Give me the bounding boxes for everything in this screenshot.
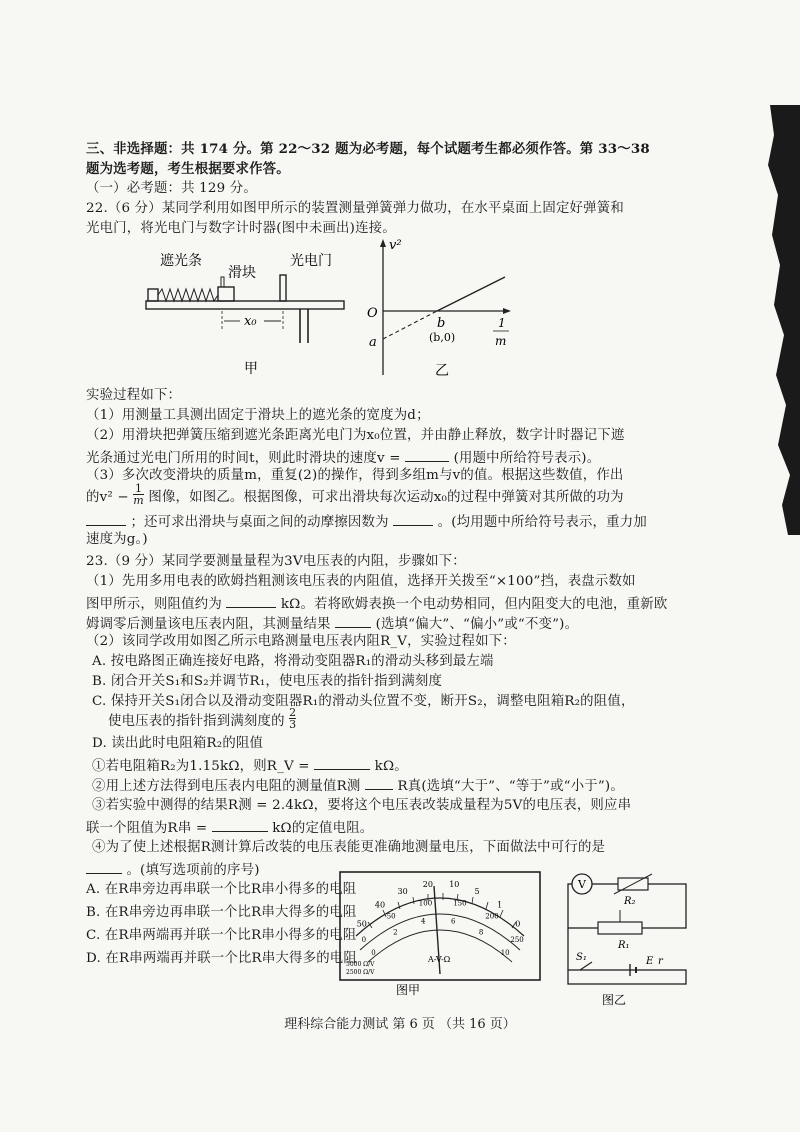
figure-yi-graph [345, 235, 525, 380]
meter-ac-tick-label: 10 [500, 949, 510, 957]
circuit-r: r [658, 956, 663, 967]
meter-spec-1: 5000 Ω/V [346, 961, 375, 968]
q22-step1: （1）用测量工具测出固定于滑块上的遮光条的宽度为d； [86, 408, 430, 423]
q23-c2-post: R真(选填“大于”、“等于”或“小于”)。 [397, 779, 624, 794]
q22-step3c [86, 511, 647, 532]
label-zheguang: 遮光条 [160, 253, 202, 269]
caption-meter: 图甲 [396, 983, 421, 996]
q23-s1c [86, 613, 578, 634]
meter-ohm-tick-label: 0 [515, 919, 521, 929]
caption-yi: 乙 [435, 363, 449, 379]
q23-step-B: B. 闭合开关S₁和S₂并调节R₁，使电压表的指针指到满刻度 [92, 674, 443, 689]
q22-step3c-mid: ；还可求出滑块与桌面之间的动摩擦因数为 [130, 515, 389, 530]
q23-step-C1: C. 保持开关S₁闭合以及滑动变阻器R₁的滑动头位置不变，断开S₂，调整电阻箱R₂的阻值， [92, 694, 635, 709]
answer-blank-velocity[interactable] [405, 447, 449, 462]
fraction-2-over-3 [289, 707, 296, 730]
circuit-R1: R₁ [618, 940, 630, 951]
axis-label-num: 1 [498, 316, 506, 330]
process-intro: 实验过程如下： [86, 388, 182, 403]
q23-s1c-pre: 姆调零后测量该电压表内阻，其测量结果 [86, 617, 331, 632]
q23-step-D: D. 读出此时电阻箱R₂的阻值 [92, 736, 264, 751]
q22-step3d: 速度为g。) [86, 532, 148, 547]
meter-dc-tick-label: 250 [510, 935, 524, 944]
circuit-R2: R₂ [624, 896, 636, 907]
label-b: b [437, 316, 446, 331]
q23-c4b [86, 859, 260, 880]
label-huakuai: 滑块 [228, 265, 256, 281]
q23-c2 [92, 775, 624, 796]
meter-ohm-tick-label: 10 [449, 879, 460, 889]
page-footer: 理科综合能力测试 第 6 页 （共 16 页） [284, 1017, 516, 1032]
circuit-V: V [578, 878, 586, 891]
q23-c1-pre: ①若电阻箱R₂为1.15kΩ，则R_V = [92, 759, 310, 774]
q23-c3b-pre: 联一个阻值为R串 = [86, 821, 208, 836]
option-A: A. 在R串旁边再串联一个比R串小得多的电阻 [86, 882, 357, 897]
answer-blank-friction[interactable] [393, 511, 433, 526]
q23-c1-post: kΩ。 [374, 759, 408, 774]
q22-step3b-pre: 的v² − [86, 490, 134, 505]
option-C: C. 在R串两端再并联一个比R串小得多的电阻 [86, 928, 357, 943]
meter-dc-tick-label: 50 [386, 912, 396, 921]
frac-den: m [133, 494, 144, 507]
q23-c4b-text: 。(填写选项前的序号) [126, 863, 260, 878]
label-v2: v² [389, 238, 402, 253]
fraction-1-over-m [133, 483, 144, 506]
meter-ohm-tick-label: 5 [474, 886, 480, 896]
q22-step3a: （3）多次改变滑块的质量m，重复(2)的操作，得到多组m与v的值。根据这些数值，作出 [86, 468, 624, 483]
q22-line1: 22.（6 分）某同学利用如图甲所示的装置测量弹簧弹力做功，在水平桌面上固定好弹簧和 [86, 201, 624, 216]
figure-jia-apparatus [140, 245, 350, 375]
torn-page-edge [730, 105, 800, 535]
frac-den-3: 3 [289, 718, 297, 731]
label-b0: (b,0) [429, 331, 456, 344]
required-subheading: （一）必考题：共 129 分。 [86, 181, 257, 196]
section-heading-cont: 题为选考题，考生根据要求作答。 [86, 161, 290, 177]
meter-center-label: A-V-Ω [428, 955, 451, 964]
q23-step-A: A. 按电路图正确连接好电路，将滑动变阻器R₁的滑动头移到最左端 [92, 654, 494, 669]
meter-ac-tick-label: 2 [393, 928, 398, 937]
q23-c3b-post: kΩ的定值电阻。 [272, 821, 374, 836]
q23-c3b [86, 817, 373, 838]
q23-s1c-post: (选填“偏大”、“偏小”或“不变”)。 [375, 617, 579, 632]
meter-dc-tick-label: 200 [485, 912, 499, 921]
q23-line1: 23.（9 分）某同学要测量量程为3V电压表的内阻，步骤如下： [86, 554, 466, 569]
answer-blank-work[interactable] [86, 511, 126, 526]
q23-step-C2 [108, 706, 297, 731]
q22-step2b-pre: 光条通过光电门所用的时间t，则此时滑块的速度v = [86, 451, 401, 466]
option-D: D. 在R串两端再并联一个比R串大得多的电阻 [86, 951, 357, 966]
q23-s1b-pre: 图甲所示，则阻值约为 [86, 597, 222, 612]
answer-blank-bias[interactable] [335, 613, 371, 628]
label-x0: x₀ [244, 314, 257, 329]
circuit-E: E [646, 956, 654, 967]
meter-ohm-tick-label: 40 [374, 900, 386, 910]
meter-dc-tick-label: 150 [453, 899, 467, 908]
meter-ohm-tick-label: 20 [422, 879, 433, 889]
answer-blank-rseries[interactable] [212, 817, 268, 832]
q23-c2-pre: ②用上述方法得到电压表内电阻的测量值R测 [92, 779, 361, 794]
label-guangdianmen: 光电门 [290, 253, 332, 269]
frac-num-2: 2 [289, 706, 297, 719]
frac-num: 1 [134, 482, 143, 495]
meter-dc-tick-label: 0 [361, 935, 367, 944]
axis-label-den: m [495, 334, 507, 348]
q22-step3b-post: 图像，如图乙。根据图像，可求出滑块每次运动x₀的过程中弹簧对其所做的功为 [148, 490, 624, 505]
q22-step2b-post: (用题中所给符号表示)。 [453, 451, 601, 466]
q23-s1b [86, 593, 667, 614]
meter-ac-tick-label: 0 [371, 949, 376, 957]
q23-s2: （2）该同学改用如图乙所示电路测量电压表内阻R_V，实验过程如下： [86, 634, 516, 649]
q23-c1 [92, 755, 408, 776]
circuit-S1: S₁ [576, 952, 587, 963]
answer-blank-compare[interactable] [365, 775, 393, 790]
figure-circuit [558, 870, 698, 1010]
label-origin: O [367, 306, 378, 321]
q23-c3a: ③若实验中测得的结果R测 = 2.4kΩ，要将这个电压表改装成量程为5V的电压表，则应串 [92, 798, 632, 813]
q22-line2: 光电门，将光电门与数字计时器(图中未画出)连接。 [86, 221, 396, 236]
figure-multimeter [338, 866, 543, 996]
section-heading: 三、非选择题：共 174 分。第 22～32 题为必考题，每个试题考生都必须作答。第 33～38 [86, 141, 650, 157]
option-B: B. 在R串旁边再串联一个比R串大得多的电阻 [86, 905, 357, 920]
meter-spec-2: 2500 Ω/V [346, 969, 375, 976]
q22-step2b [86, 447, 600, 468]
q22-step3c-post: 。(均用题中所给符号表示，重力加 [437, 515, 647, 530]
answer-blank-option[interactable] [86, 859, 122, 874]
meter-ac-tick-label: 8 [478, 928, 484, 937]
answer-blank-resistance[interactable] [226, 593, 276, 608]
q23-s1b-post: kΩ。若将欧姆表换一个电动势相同，但内阻变大的电池，重新欧 [280, 597, 668, 612]
q22-step2a: （2）用滑块把弹簧压缩到遮光条距离光电门为x₀位置，并由静止释放，数字计时器记下遮 [86, 428, 625, 443]
q22-step3b [86, 482, 624, 507]
meter-ac-tick-label: 4 [421, 917, 426, 926]
q23-s1a: （1）先用多用电表的欧姆挡粗测该电压表的内阻值，选择开关拨至“×100”挡，表盘示数如 [86, 574, 636, 589]
caption-jia: 甲 [244, 361, 258, 375]
meter-ohm-tick-label: 50 [356, 919, 367, 929]
answer-blank-rv[interactable] [314, 755, 370, 770]
label-a: a [369, 335, 377, 350]
meter-ohm-tick-label: 30 [397, 886, 408, 896]
q23-c4a: ④为了使上述根据R测计算后改装的电压表能更准确地测量电压，下面做法中可行的是 [92, 840, 606, 855]
meter-ohm-tick-label: 1 [497, 900, 503, 910]
meter-dc-tick-label: 100 [418, 899, 433, 908]
meter-ac-tick-label: 6 [451, 917, 456, 926]
caption-circuit: 图乙 [602, 993, 627, 1007]
q23-step-C2-pre: 使电压表的指针指到满刻度的 [108, 714, 285, 729]
